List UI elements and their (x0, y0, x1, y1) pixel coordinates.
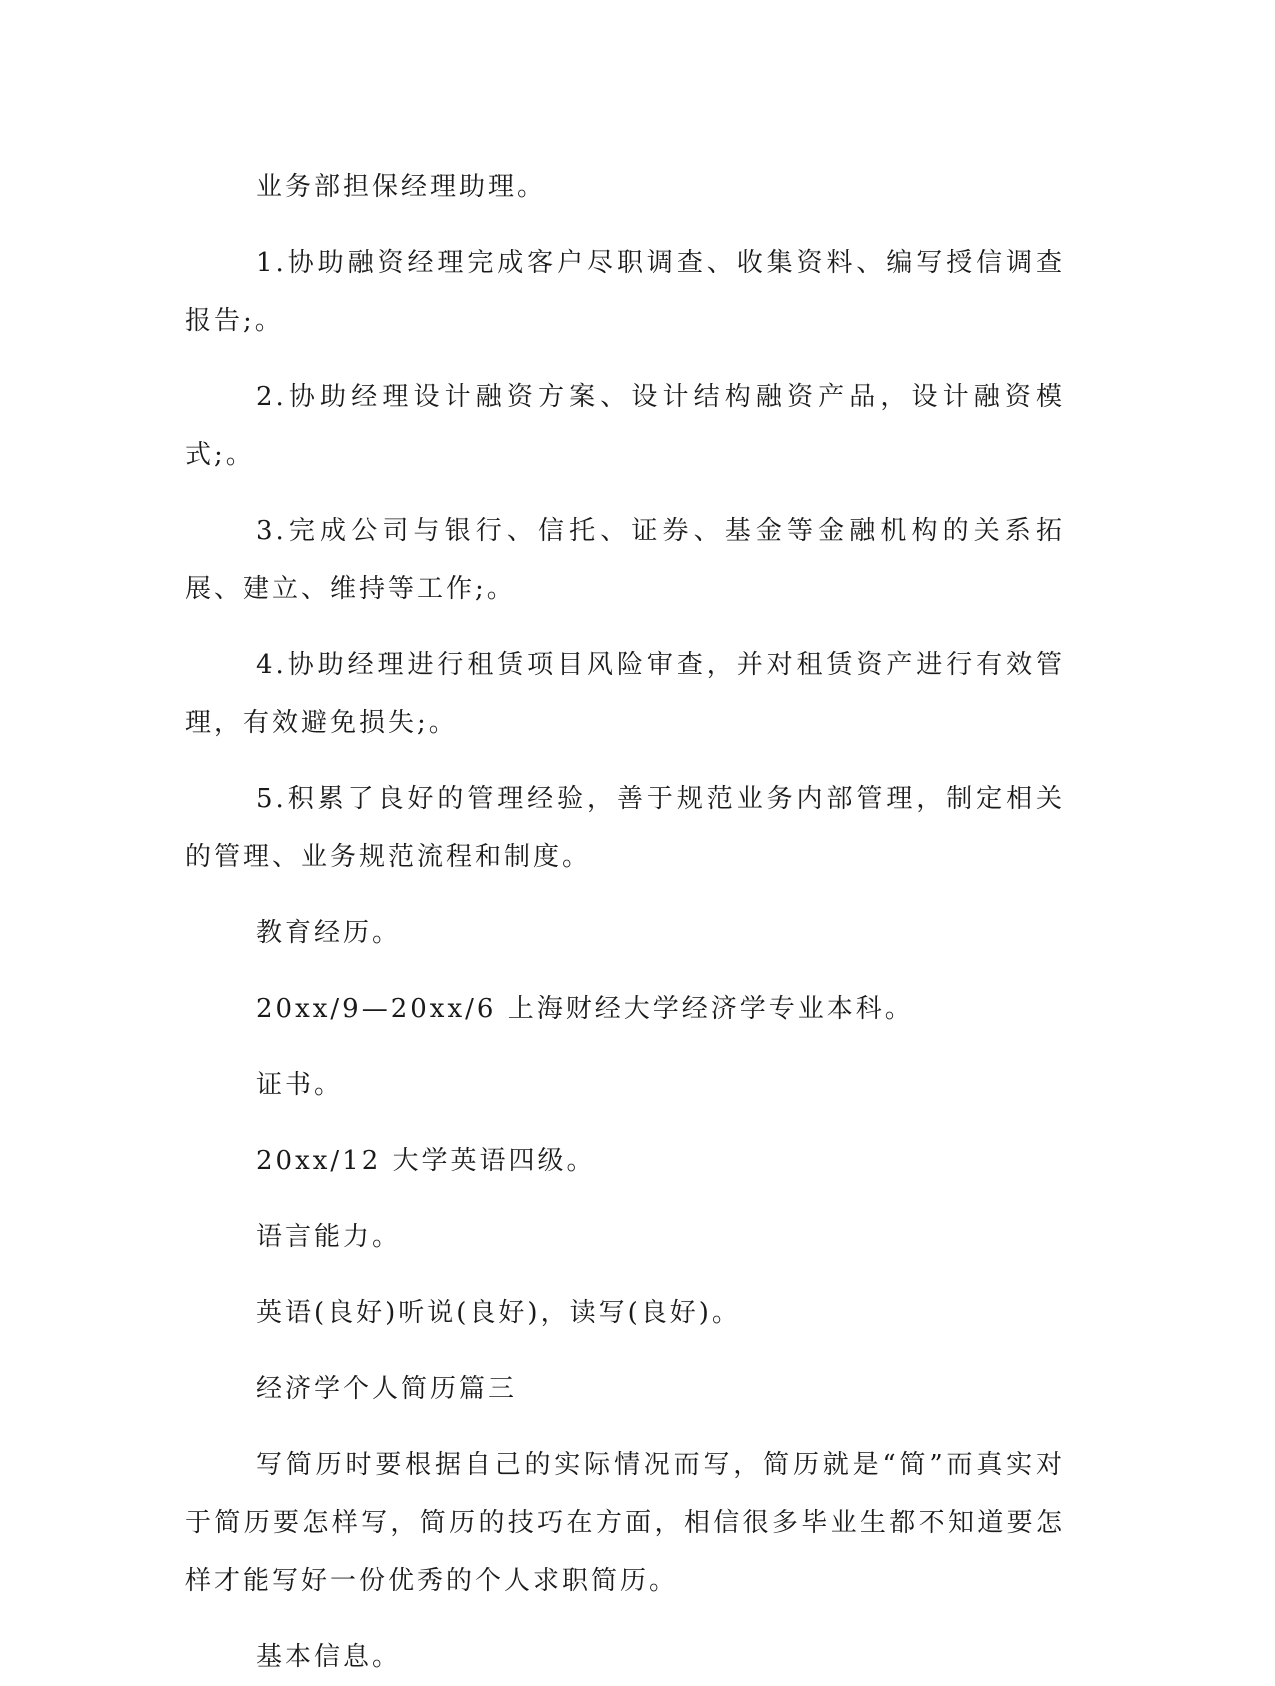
paragraph-duty-1: 1.协助融资经理完成客户尽职调查、收集资料、编写授信调查报告;。 (185, 248, 1065, 336)
heading-resume-part-three: 经济学个人简历篇三 (256, 1374, 518, 1404)
paragraph-duty-4: 4.协助经理进行租赁项目风险审查，并对租赁资产进行有效管理，有效避免损失;。 (185, 650, 1065, 738)
paragraph-job-title: 业务部担保经理助理。 (256, 172, 547, 202)
heading-certificates: 证书。 (256, 1070, 344, 1100)
paragraph-language-entry: 英语(良好)听说(良好)，读写(良好)。 (256, 1298, 741, 1328)
paragraph-education-entry: 20xx/9—20xx/6 上海财经大学经济学专业本科。 (256, 994, 914, 1024)
paragraph-certificate-entry: 20xx/12 大学英语四级。 (256, 1146, 596, 1176)
heading-language-skills: 语言能力。 (256, 1222, 402, 1252)
paragraph-duty-2: 2.协助经理设计融资方案、设计结构融资产品，设计融资模式;。 (185, 382, 1065, 470)
paragraph-duty-5: 5.积累了良好的管理经验，善于规范业务内部管理，制定相关的管理、业务规范流程和制度。 (185, 784, 1065, 872)
document-body (185, 158, 1065, 1686)
paragraph-duty-3: 3.完成公司与银行、信托、证券、基金等金融机构的关系拓展、建立、维持等工作;。 (185, 516, 1065, 604)
heading-education: 教育经历。 (256, 918, 402, 948)
paragraph-resume-intro: 写简历时要根据自己的实际情况而写，简历就是“简”而真实对于简历要怎样写，简历的技巧在方面，相信很多毕业生都不知道要怎样才能写好一份优秀的个人求职简历。 (185, 1450, 1065, 1596)
heading-basic-info: 基本信息。 (256, 1642, 402, 1672)
